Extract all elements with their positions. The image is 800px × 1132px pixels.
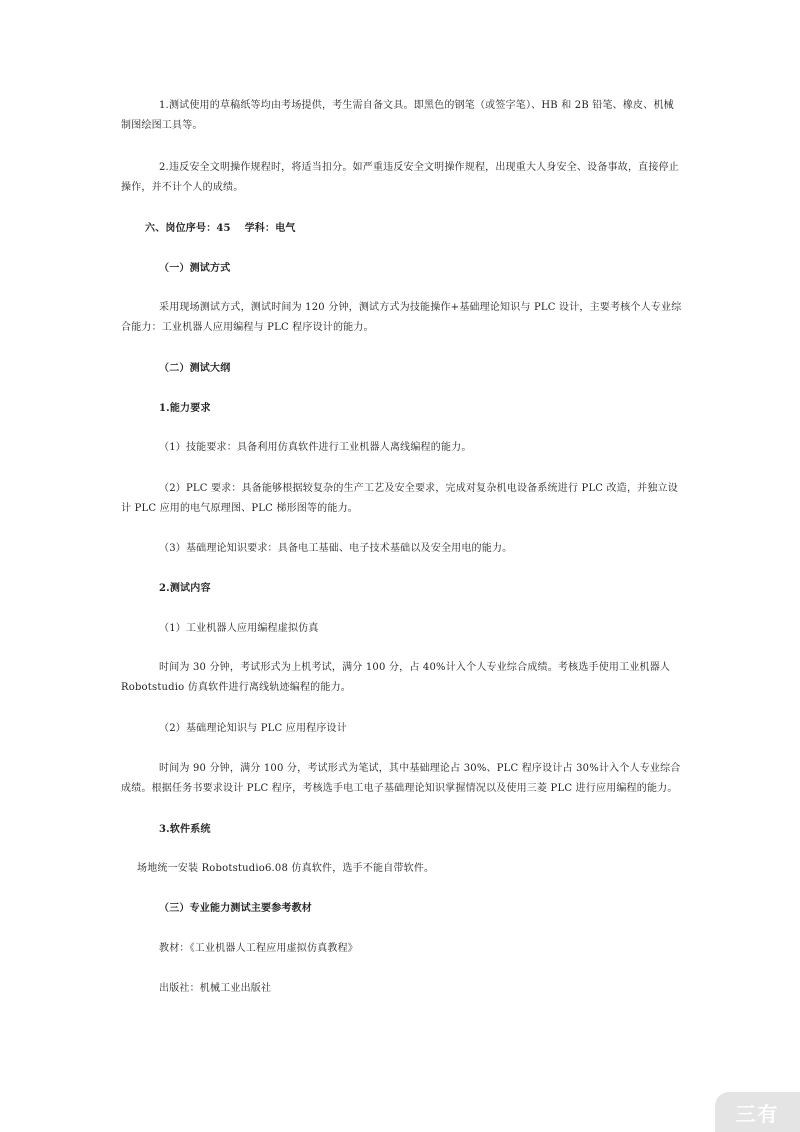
software-heading: 3.软件系统 <box>159 824 211 835</box>
software-text: 场地统一安装 Robotstudio6.08 仿真软件，选手不能自带软件。 <box>137 863 435 874</box>
ability-item-2: （2）PLC 要求：具备能够根据较复杂的生产工艺及安全要求，完成对复杂机电设备系统进行 PLC 改造，并独立设计 PLC 应用的电气原理图、PLC 梯形图等的能力。 <box>121 483 678 514</box>
content-sub-1-text: 时间为 30 分钟，考试形式为上机考试，满分 100 分，占 40%计入个人专业综合成绩。考核选手使用工业机器人 Robotstudio 仿真软件进行离线轨迹编程的能力。 <box>121 662 671 693</box>
section-heading: 六、岗位序号：45 学科：电气 <box>145 223 296 234</box>
ability-heading: 1.能力要求 <box>159 403 211 414</box>
content-heading: 2.测试内容 <box>159 583 211 594</box>
content-sub-2-text: 时间为 90 分钟，满分 100 分，考试形式为笔试，其中基础理论占 30%、PLC 程序设计占 30%计入个人专业综合成绩。根据任务书要求设计 PLC 程序，考核选手电工电子基础理论知识掌握情况以及使用三菱 PLC 进行应用编程的能力。 <box>121 763 681 794</box>
content-sub-1: （1）工业机器人应用编程虚拟仿真 <box>159 623 319 634</box>
content-sub-2: （2）基础理论知识与 PLC 应用程序设计 <box>159 723 347 734</box>
note-item-2: 2.违反安全文明操作规程时，将适当扣分。如严重违反安全文明操作规程，出现重大人身安全、设备事故，直接停止操作，并不计个人的成绩。 <box>121 162 679 193</box>
ability-item-3: （3）基础理论知识要求：具备电工基础、电子技术基础以及安全用电的能力。 <box>159 543 513 554</box>
ability-item-1: （1）技能要求：具备利用仿真软件进行工业机器人离线编程的能力。 <box>159 442 472 453</box>
part3-heading: （三）专业能力测试主要参考教材 <box>159 903 312 914</box>
publisher-line: 出版社：机械工业出版社 <box>159 983 272 994</box>
textbook-line: 教材：《工业机器人工程应用虚拟仿真教程》 <box>159 943 358 954</box>
part2-heading: （二）测试大纲 <box>159 363 231 374</box>
watermark-logo <box>715 1092 800 1132</box>
part1-heading: （一）测试方式 <box>159 263 231 274</box>
part1-text: 采用现场测试方式，测试时间为 120 分钟，测试方式为技能操作+基础理论知识与 PLC 设计，主要考核个人专业综合能力：工业机器人应用编程与 PLC 程序设计的能力。 <box>121 302 682 333</box>
note-item-1: 1.测试使用的草稿纸等均由考场提供，考生需自备文具。即黑色的钢笔（或签字笔）、HB 和 2B 铅笔、橡皮、机械制图绘图工具等。 <box>121 100 674 131</box>
watermark-text: 三有 <box>735 1101 780 1126</box>
